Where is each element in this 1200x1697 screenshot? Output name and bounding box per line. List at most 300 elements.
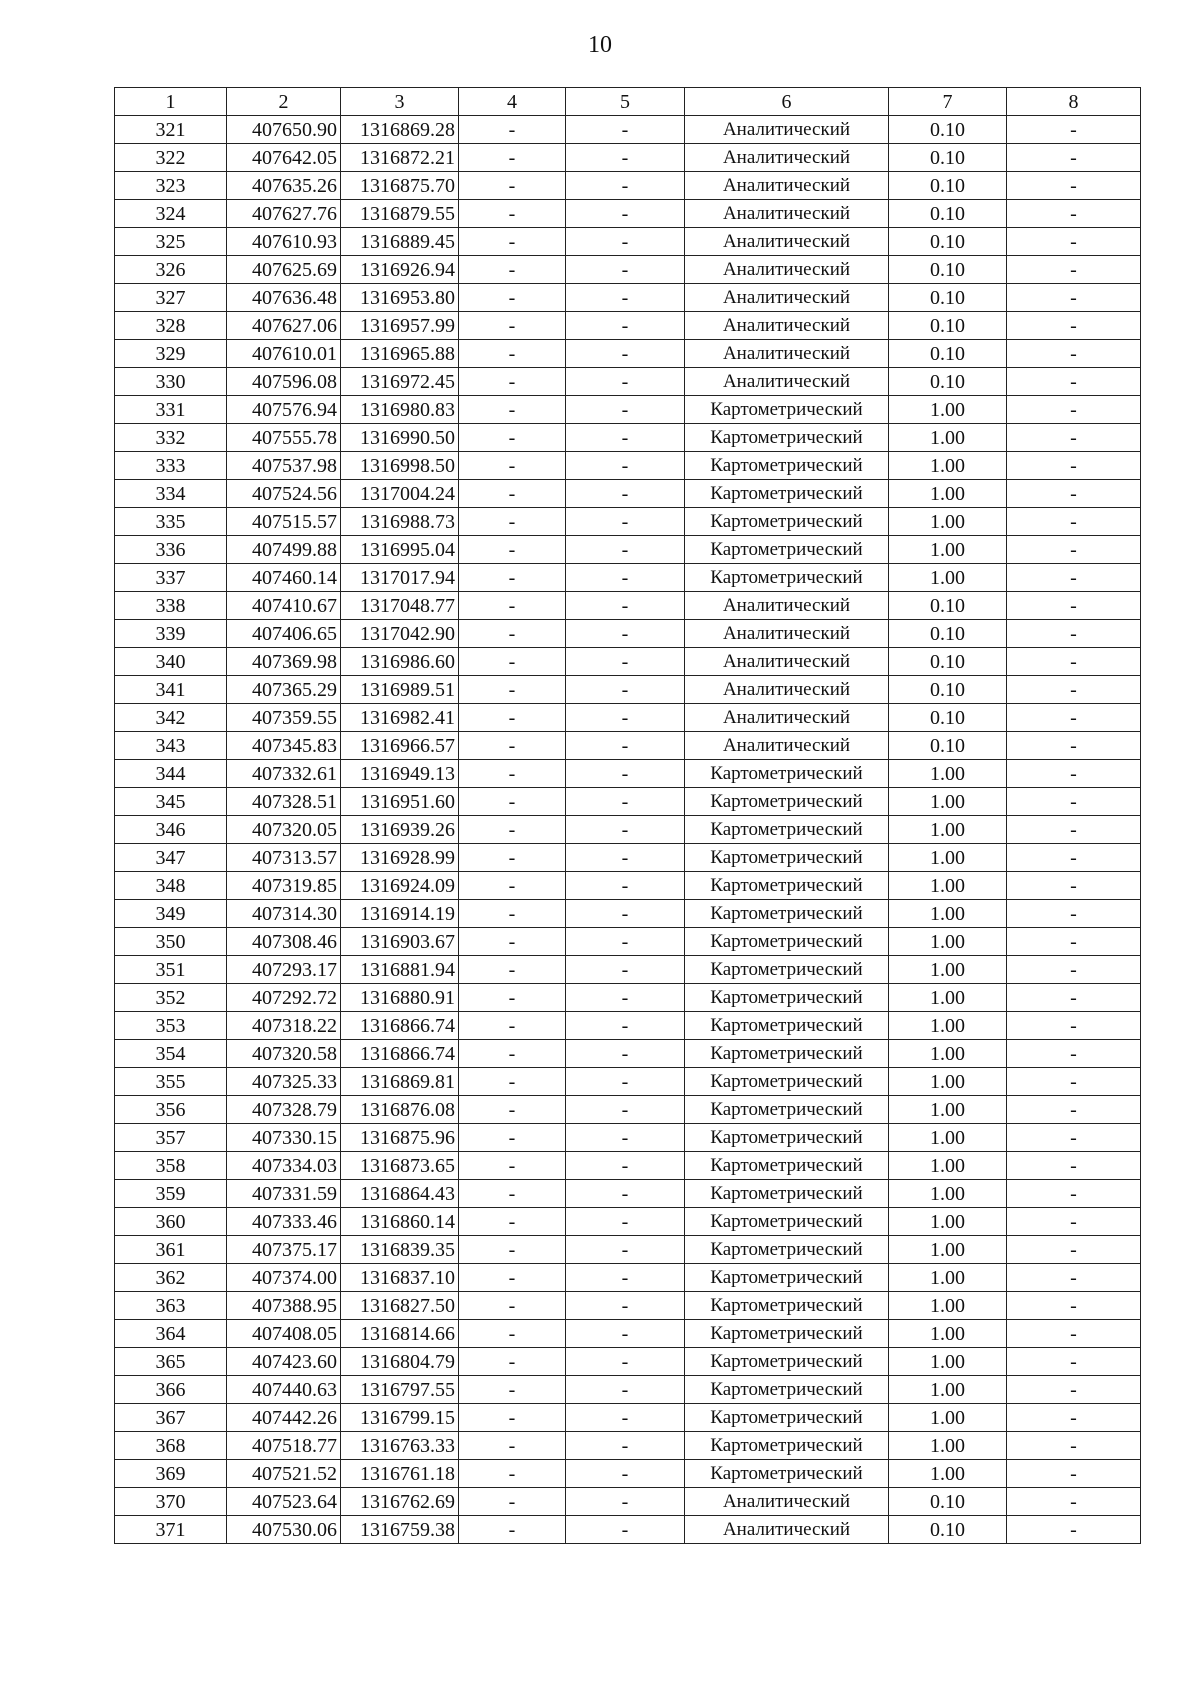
table-row — [115, 228, 1141, 256]
col8-cell: - — [1007, 116, 1141, 144]
col8-cell: - — [1007, 396, 1141, 424]
accuracy-cell: 0.10 — [889, 228, 1007, 256]
table-row — [115, 1096, 1141, 1124]
table-row — [115, 564, 1141, 592]
col5-cell: - — [566, 900, 685, 928]
table-row — [115, 1376, 1141, 1404]
col8-cell: - — [1007, 592, 1141, 620]
y-coordinate-cell: 1316988.73 — [341, 508, 459, 536]
col5-cell: - — [566, 620, 685, 648]
method-cell: Картометрический — [685, 508, 889, 536]
col5-cell: - — [566, 816, 685, 844]
col5-cell: - — [566, 1432, 685, 1460]
accuracy-cell: 1.00 — [889, 956, 1007, 984]
point-number-cell: 362 — [115, 1264, 227, 1292]
col5-cell: - — [566, 928, 685, 956]
y-coordinate-cell: 1316903.67 — [341, 928, 459, 956]
accuracy-cell: 1.00 — [889, 1432, 1007, 1460]
point-number-cell: 350 — [115, 928, 227, 956]
col8-cell: - — [1007, 1320, 1141, 1348]
col5-cell: - — [566, 1152, 685, 1180]
y-coordinate-cell: 1316951.60 — [341, 788, 459, 816]
table-row — [115, 788, 1141, 816]
header-cell: 4 — [459, 88, 566, 116]
y-coordinate-cell: 1316881.94 — [341, 956, 459, 984]
col4-cell: - — [459, 648, 566, 676]
col4-cell: - — [459, 1040, 566, 1068]
method-cell: Картометрический — [685, 564, 889, 592]
x-coordinate-cell: 407345.83 — [227, 732, 341, 760]
y-coordinate-cell: 1316986.60 — [341, 648, 459, 676]
x-coordinate-cell: 407576.94 — [227, 396, 341, 424]
table-row — [115, 620, 1141, 648]
point-number-cell: 326 — [115, 256, 227, 284]
table-row — [115, 844, 1141, 872]
col4-cell: - — [459, 760, 566, 788]
y-coordinate-cell: 1316972.45 — [341, 368, 459, 396]
accuracy-cell: 1.00 — [889, 1320, 1007, 1348]
col8-cell: - — [1007, 648, 1141, 676]
col8-cell: - — [1007, 1488, 1141, 1516]
col5-cell: - — [566, 116, 685, 144]
col5-cell: - — [566, 1516, 685, 1544]
col8-cell: - — [1007, 732, 1141, 760]
method-cell: Аналитический — [685, 312, 889, 340]
col8-cell: - — [1007, 480, 1141, 508]
x-coordinate-cell: 407374.00 — [227, 1264, 341, 1292]
table-row — [115, 312, 1141, 340]
table-row — [115, 200, 1141, 228]
y-coordinate-cell: 1316761.18 — [341, 1460, 459, 1488]
y-coordinate-cell: 1316980.83 — [341, 396, 459, 424]
table-row — [115, 816, 1141, 844]
col8-cell: - — [1007, 928, 1141, 956]
accuracy-cell: 0.10 — [889, 144, 1007, 172]
col4-cell: - — [459, 424, 566, 452]
method-cell: Аналитический — [685, 704, 889, 732]
y-coordinate-cell: 1316814.66 — [341, 1320, 459, 1348]
point-number-cell: 337 — [115, 564, 227, 592]
accuracy-cell: 0.10 — [889, 116, 1007, 144]
y-coordinate-cell: 1316982.41 — [341, 704, 459, 732]
point-number-cell: 360 — [115, 1208, 227, 1236]
col8-cell: - — [1007, 144, 1141, 172]
col8-cell: - — [1007, 452, 1141, 480]
method-cell: Аналитический — [685, 228, 889, 256]
col5-cell: - — [566, 1068, 685, 1096]
point-number-cell: 365 — [115, 1348, 227, 1376]
x-coordinate-cell: 407325.33 — [227, 1068, 341, 1096]
col8-cell: - — [1007, 984, 1141, 1012]
x-coordinate-cell: 407625.69 — [227, 256, 341, 284]
method-cell: Картометрический — [685, 928, 889, 956]
table-row — [115, 1488, 1141, 1516]
method-cell: Аналитический — [685, 144, 889, 172]
accuracy-cell: 0.10 — [889, 1488, 1007, 1516]
x-coordinate-cell: 407330.15 — [227, 1124, 341, 1152]
y-coordinate-cell: 1316876.08 — [341, 1096, 459, 1124]
y-coordinate-cell: 1316914.19 — [341, 900, 459, 928]
point-number-cell: 324 — [115, 200, 227, 228]
point-number-cell: 321 — [115, 116, 227, 144]
point-number-cell: 351 — [115, 956, 227, 984]
x-coordinate-cell: 407650.90 — [227, 116, 341, 144]
table-row — [115, 1432, 1141, 1460]
col4-cell: - — [459, 900, 566, 928]
col5-cell: - — [566, 256, 685, 284]
table-row — [115, 368, 1141, 396]
y-coordinate-cell: 1316924.09 — [341, 872, 459, 900]
header-cell: 7 — [889, 88, 1007, 116]
point-number-cell: 340 — [115, 648, 227, 676]
col5-cell: - — [566, 228, 685, 256]
col8-cell: - — [1007, 956, 1141, 984]
y-coordinate-cell: 1316965.88 — [341, 340, 459, 368]
point-number-cell: 328 — [115, 312, 227, 340]
accuracy-cell: 1.00 — [889, 1404, 1007, 1432]
point-number-cell: 335 — [115, 508, 227, 536]
method-cell: Картометрический — [685, 984, 889, 1012]
method-cell: Аналитический — [685, 732, 889, 760]
table-row — [115, 1124, 1141, 1152]
y-coordinate-cell: 1316928.99 — [341, 844, 459, 872]
col4-cell: - — [459, 676, 566, 704]
accuracy-cell: 1.00 — [889, 1236, 1007, 1264]
col4-cell: - — [459, 1404, 566, 1432]
x-coordinate-cell: 407314.30 — [227, 900, 341, 928]
accuracy-cell: 1.00 — [889, 872, 1007, 900]
col8-cell: - — [1007, 1068, 1141, 1096]
col8-cell: - — [1007, 1432, 1141, 1460]
table-header-row — [115, 88, 1141, 116]
col4-cell: - — [459, 872, 566, 900]
point-number-cell: 325 — [115, 228, 227, 256]
y-coordinate-cell: 1316869.81 — [341, 1068, 459, 1096]
col5-cell: - — [566, 872, 685, 900]
col8-cell: - — [1007, 200, 1141, 228]
col4-cell: - — [459, 1348, 566, 1376]
point-number-cell: 338 — [115, 592, 227, 620]
x-coordinate-cell: 407636.48 — [227, 284, 341, 312]
col5-cell: - — [566, 1292, 685, 1320]
method-cell: Картометрический — [685, 1208, 889, 1236]
x-coordinate-cell: 407334.03 — [227, 1152, 341, 1180]
accuracy-cell: 1.00 — [889, 1460, 1007, 1488]
col8-cell: - — [1007, 284, 1141, 312]
col8-cell: - — [1007, 424, 1141, 452]
col5-cell: - — [566, 648, 685, 676]
method-cell: Картометрический — [685, 1460, 889, 1488]
col5-cell: - — [566, 1348, 685, 1376]
col5-cell: - — [566, 1376, 685, 1404]
table-row — [115, 1152, 1141, 1180]
accuracy-cell: 0.10 — [889, 312, 1007, 340]
col5-cell: - — [566, 200, 685, 228]
col4-cell: - — [459, 1068, 566, 1096]
page-number: 10 — [588, 32, 612, 58]
x-coordinate-cell: 407331.59 — [227, 1180, 341, 1208]
col4-cell: - — [459, 1432, 566, 1460]
col5-cell: - — [566, 424, 685, 452]
point-number-cell: 357 — [115, 1124, 227, 1152]
method-cell: Картометрический — [685, 536, 889, 564]
accuracy-cell: 1.00 — [889, 452, 1007, 480]
table-row — [115, 424, 1141, 452]
y-coordinate-cell: 1316966.57 — [341, 732, 459, 760]
accuracy-cell: 1.00 — [889, 1348, 1007, 1376]
method-cell: Картометрический — [685, 1180, 889, 1208]
col4-cell: - — [459, 256, 566, 284]
col5-cell: - — [566, 172, 685, 200]
method-cell: Картометрический — [685, 1124, 889, 1152]
accuracy-cell: 0.10 — [889, 1516, 1007, 1544]
table-row — [115, 396, 1141, 424]
x-coordinate-cell: 407555.78 — [227, 424, 341, 452]
y-coordinate-cell: 1316957.99 — [341, 312, 459, 340]
col8-cell: - — [1007, 1040, 1141, 1068]
point-number-cell: 370 — [115, 1488, 227, 1516]
header-cell: 3 — [341, 88, 459, 116]
col4-cell: - — [459, 1292, 566, 1320]
col5-cell: - — [566, 704, 685, 732]
x-coordinate-cell: 407423.60 — [227, 1348, 341, 1376]
header-cell: 5 — [566, 88, 685, 116]
accuracy-cell: 1.00 — [889, 1376, 1007, 1404]
point-number-cell: 333 — [115, 452, 227, 480]
col8-cell: - — [1007, 1208, 1141, 1236]
accuracy-cell: 1.00 — [889, 1068, 1007, 1096]
col4-cell: - — [459, 564, 566, 592]
col4-cell: - — [459, 144, 566, 172]
y-coordinate-cell: 1316989.51 — [341, 676, 459, 704]
table-row — [115, 732, 1141, 760]
point-number-cell: 363 — [115, 1292, 227, 1320]
table-row — [115, 256, 1141, 284]
x-coordinate-cell: 407359.55 — [227, 704, 341, 732]
accuracy-cell: 1.00 — [889, 1264, 1007, 1292]
x-coordinate-cell: 407369.98 — [227, 648, 341, 676]
method-cell: Картометрический — [685, 1040, 889, 1068]
method-cell: Аналитический — [685, 620, 889, 648]
col5-cell: - — [566, 1236, 685, 1264]
x-coordinate-cell: 407460.14 — [227, 564, 341, 592]
accuracy-cell: 1.00 — [889, 1180, 1007, 1208]
x-coordinate-cell: 407365.29 — [227, 676, 341, 704]
x-coordinate-cell: 407515.57 — [227, 508, 341, 536]
table-row — [115, 1012, 1141, 1040]
table-row — [115, 508, 1141, 536]
accuracy-cell: 1.00 — [889, 1152, 1007, 1180]
table-body — [115, 116, 1141, 1544]
method-cell: Картометрический — [685, 788, 889, 816]
col4-cell: - — [459, 1236, 566, 1264]
col8-cell: - — [1007, 788, 1141, 816]
y-coordinate-cell: 1316949.13 — [341, 760, 459, 788]
accuracy-cell: 0.10 — [889, 256, 1007, 284]
y-coordinate-cell: 1316866.74 — [341, 1012, 459, 1040]
accuracy-cell: 0.10 — [889, 592, 1007, 620]
y-coordinate-cell: 1317004.24 — [341, 480, 459, 508]
y-coordinate-cell: 1316926.94 — [341, 256, 459, 284]
accuracy-cell: 0.10 — [889, 172, 1007, 200]
method-cell: Аналитический — [685, 172, 889, 200]
col4-cell: - — [459, 480, 566, 508]
accuracy-cell: 0.10 — [889, 340, 1007, 368]
y-coordinate-cell: 1316880.91 — [341, 984, 459, 1012]
x-coordinate-cell: 407332.61 — [227, 760, 341, 788]
accuracy-cell: 1.00 — [889, 844, 1007, 872]
col4-cell: - — [459, 956, 566, 984]
x-coordinate-cell: 407328.79 — [227, 1096, 341, 1124]
y-coordinate-cell: 1317048.77 — [341, 592, 459, 620]
accuracy-cell: 0.10 — [889, 648, 1007, 676]
header-cell: 6 — [685, 88, 889, 116]
col8-cell: - — [1007, 760, 1141, 788]
accuracy-cell: 1.00 — [889, 508, 1007, 536]
table-row — [115, 452, 1141, 480]
point-number-cell: 356 — [115, 1096, 227, 1124]
x-coordinate-cell: 407388.95 — [227, 1292, 341, 1320]
x-coordinate-cell: 407627.06 — [227, 312, 341, 340]
table-row — [115, 592, 1141, 620]
method-cell: Аналитический — [685, 1516, 889, 1544]
accuracy-cell: 1.00 — [889, 564, 1007, 592]
method-cell: Картометрический — [685, 480, 889, 508]
method-cell: Картометрический — [685, 424, 889, 452]
col4-cell: - — [459, 1208, 566, 1236]
x-coordinate-cell: 407518.77 — [227, 1432, 341, 1460]
accuracy-cell: 1.00 — [889, 1096, 1007, 1124]
y-coordinate-cell: 1316879.55 — [341, 200, 459, 228]
method-cell: Картометрический — [685, 900, 889, 928]
col5-cell: - — [566, 368, 685, 396]
col8-cell: - — [1007, 1236, 1141, 1264]
y-coordinate-cell: 1316869.28 — [341, 116, 459, 144]
col8-cell: - — [1007, 228, 1141, 256]
point-number-cell: 371 — [115, 1516, 227, 1544]
method-cell: Картометрический — [685, 1264, 889, 1292]
method-cell: Аналитический — [685, 368, 889, 396]
y-coordinate-cell: 1316759.38 — [341, 1516, 459, 1544]
col4-cell: - — [459, 788, 566, 816]
method-cell: Картометрический — [685, 956, 889, 984]
table-row — [115, 1292, 1141, 1320]
y-coordinate-cell: 1316839.35 — [341, 1236, 459, 1264]
col4-cell: - — [459, 200, 566, 228]
accuracy-cell: 1.00 — [889, 396, 1007, 424]
x-coordinate-cell: 407375.17 — [227, 1236, 341, 1264]
point-number-cell: 346 — [115, 816, 227, 844]
point-number-cell: 354 — [115, 1040, 227, 1068]
table-row — [115, 116, 1141, 144]
col8-cell: - — [1007, 704, 1141, 732]
point-number-cell: 353 — [115, 1012, 227, 1040]
col8-cell: - — [1007, 1348, 1141, 1376]
method-cell: Картометрический — [685, 1292, 889, 1320]
method-cell: Картометрический — [685, 1236, 889, 1264]
table-row — [115, 1208, 1141, 1236]
table-row — [115, 536, 1141, 564]
col4-cell: - — [459, 536, 566, 564]
header-cell: 2 — [227, 88, 341, 116]
col5-cell: - — [566, 1012, 685, 1040]
col4-cell: - — [459, 620, 566, 648]
table-row — [115, 956, 1141, 984]
col5-cell: - — [566, 1180, 685, 1208]
col5-cell: - — [566, 956, 685, 984]
point-number-cell: 367 — [115, 1404, 227, 1432]
col8-cell: - — [1007, 1292, 1141, 1320]
col5-cell: - — [566, 144, 685, 172]
y-coordinate-cell: 1316875.96 — [341, 1124, 459, 1152]
col5-cell: - — [566, 1320, 685, 1348]
point-number-cell: 342 — [115, 704, 227, 732]
x-coordinate-cell: 407406.65 — [227, 620, 341, 648]
table-row — [115, 1264, 1141, 1292]
col8-cell: - — [1007, 172, 1141, 200]
method-cell: Картометрический — [685, 1432, 889, 1460]
col5-cell: - — [566, 1460, 685, 1488]
col4-cell: - — [459, 732, 566, 760]
x-coordinate-cell: 407610.93 — [227, 228, 341, 256]
accuracy-cell: 1.00 — [889, 788, 1007, 816]
col8-cell: - — [1007, 1460, 1141, 1488]
col8-cell: - — [1007, 1012, 1141, 1040]
col4-cell: - — [459, 452, 566, 480]
table-row — [115, 172, 1141, 200]
col5-cell: - — [566, 536, 685, 564]
x-coordinate-cell: 407320.58 — [227, 1040, 341, 1068]
method-cell: Аналитический — [685, 116, 889, 144]
method-cell: Аналитический — [685, 256, 889, 284]
col8-cell: - — [1007, 620, 1141, 648]
table-row — [115, 340, 1141, 368]
point-number-cell: 323 — [115, 172, 227, 200]
col5-cell: - — [566, 1264, 685, 1292]
table-row — [115, 1320, 1141, 1348]
col5-cell: - — [566, 312, 685, 340]
accuracy-cell: 1.00 — [889, 1124, 1007, 1152]
accuracy-cell: 0.10 — [889, 368, 1007, 396]
point-number-cell: 322 — [115, 144, 227, 172]
col5-cell: - — [566, 480, 685, 508]
col4-cell: - — [459, 1152, 566, 1180]
point-number-cell: 349 — [115, 900, 227, 928]
x-coordinate-cell: 407318.22 — [227, 1012, 341, 1040]
x-coordinate-cell: 407524.56 — [227, 480, 341, 508]
col4-cell: - — [459, 816, 566, 844]
col5-cell: - — [566, 508, 685, 536]
method-cell: Картометрический — [685, 1376, 889, 1404]
col8-cell: - — [1007, 312, 1141, 340]
method-cell: Картометрический — [685, 396, 889, 424]
y-coordinate-cell: 1316866.74 — [341, 1040, 459, 1068]
y-coordinate-cell: 1316804.79 — [341, 1348, 459, 1376]
col5-cell: - — [566, 984, 685, 1012]
accuracy-cell: 0.10 — [889, 200, 1007, 228]
y-coordinate-cell: 1316797.55 — [341, 1376, 459, 1404]
accuracy-cell: 0.10 — [889, 620, 1007, 648]
table-row — [115, 1404, 1141, 1432]
method-cell: Аналитический — [685, 340, 889, 368]
accuracy-cell: 1.00 — [889, 536, 1007, 564]
col8-cell: - — [1007, 872, 1141, 900]
col4-cell: - — [459, 1124, 566, 1152]
x-coordinate-cell: 407521.52 — [227, 1460, 341, 1488]
accuracy-cell: 1.00 — [889, 984, 1007, 1012]
y-coordinate-cell: 1316762.69 — [341, 1488, 459, 1516]
col4-cell: - — [459, 844, 566, 872]
